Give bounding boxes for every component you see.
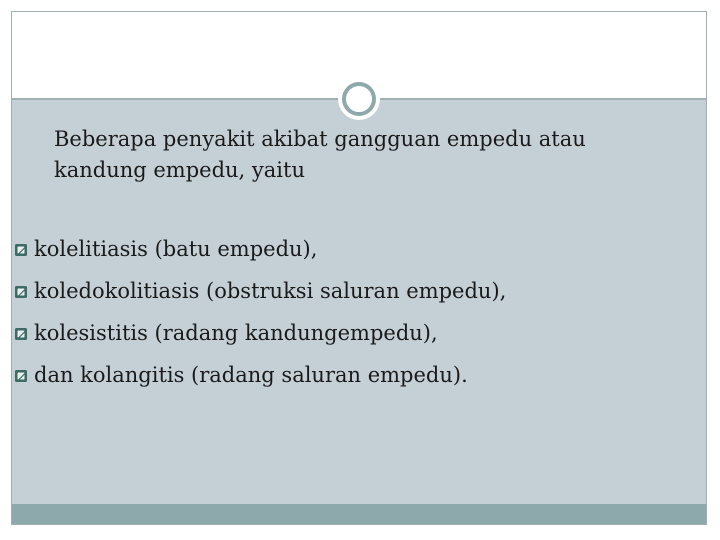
bullet-list xyxy=(14,228,694,396)
intro-line-1: Beberapa penyakit akibat gangguan empedu atau xyxy=(54,127,586,151)
checkbox-square-icon xyxy=(14,285,28,299)
circle-ornament-icon xyxy=(338,78,380,120)
list-item xyxy=(14,228,694,270)
circle-ornament-inner xyxy=(342,82,376,116)
list-item xyxy=(14,270,694,312)
list-item xyxy=(14,354,694,396)
bullet-text: kolesistitis (radang kandungempedu), xyxy=(34,321,438,345)
checkbox-square-icon xyxy=(14,243,28,257)
bullet-text: kolelitiasis (batu empedu), xyxy=(34,237,318,261)
checkbox-square-icon xyxy=(14,369,28,383)
intro-line-2: kandung empedu, yaitu xyxy=(54,158,305,182)
intro-text xyxy=(54,124,674,186)
bullet-text: koledokolitiasis (obstruksi saluran empedu), xyxy=(34,279,507,303)
checkbox-square-icon xyxy=(14,327,28,341)
footer-bar xyxy=(12,504,706,524)
list-item xyxy=(14,312,694,354)
bullet-text: dan kolangitis (radang saluran empedu). xyxy=(34,363,468,387)
